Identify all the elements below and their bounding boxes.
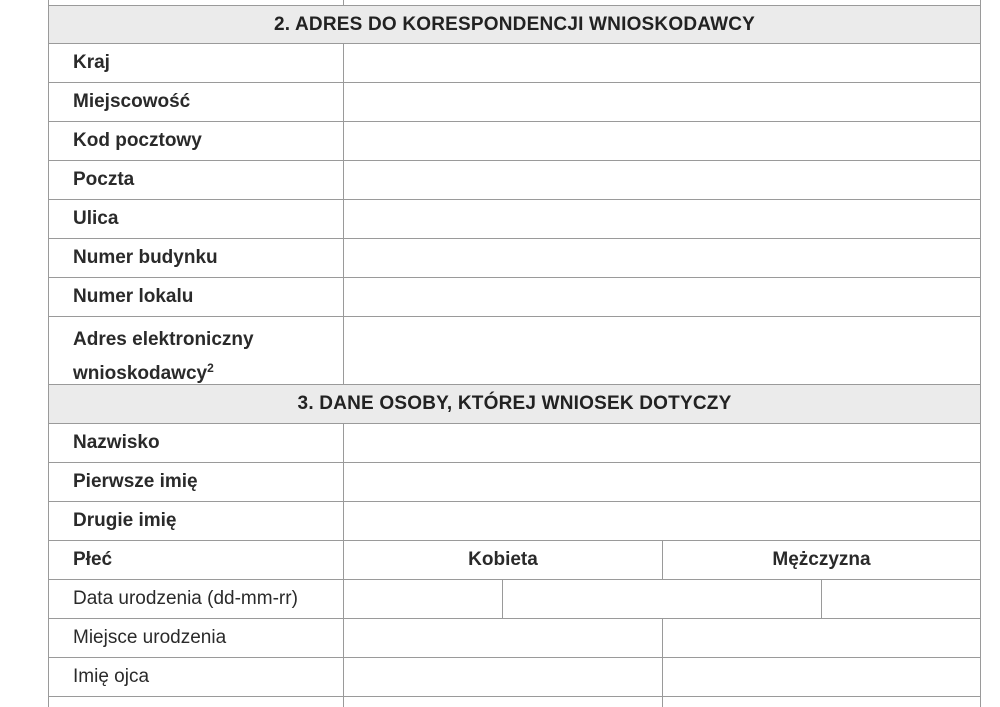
email-label-line2: wnioskodawcy$^2$ bbox=[73, 361, 214, 384]
field-label: Poczta bbox=[48, 161, 344, 200]
field-row-email bbox=[48, 317, 981, 385]
field-label-email bbox=[48, 317, 344, 385]
field-row-building-number bbox=[48, 239, 981, 278]
email-label-line1: Adres elektroniczny bbox=[73, 329, 254, 350]
birth-year-input[interactable] bbox=[821, 580, 981, 619]
field-row-apartment-number bbox=[48, 278, 981, 317]
sex-option-male[interactable]: Mężczyzna bbox=[662, 541, 981, 580]
section-3-title: 3. DANE OSOBY, KTÓREJ WNIOSEK DOTYCZY bbox=[297, 393, 732, 414]
field-label: Data urodzenia (dd-mm-rr) bbox=[48, 580, 344, 619]
field-label: Miejscowość bbox=[48, 83, 344, 122]
city-input[interactable] bbox=[343, 83, 981, 122]
email-input[interactable] bbox=[343, 317, 981, 385]
field-row-surname bbox=[48, 424, 981, 463]
postal-code-input[interactable] bbox=[343, 122, 981, 161]
sex-option-female[interactable]: Kobieta bbox=[343, 541, 663, 580]
field-label: Kraj bbox=[48, 44, 344, 83]
birth-month-input[interactable] bbox=[502, 580, 822, 619]
field-label: Imię ojca bbox=[48, 658, 344, 697]
field-row-second-name bbox=[48, 502, 981, 541]
second-name-input[interactable] bbox=[343, 502, 981, 541]
field-label: Numer lokalu bbox=[48, 278, 344, 317]
post-office-input[interactable] bbox=[343, 161, 981, 200]
apartment-number-input[interactable] bbox=[343, 278, 981, 317]
section-3-header bbox=[48, 384, 981, 424]
section-2-header bbox=[48, 5, 981, 44]
field-label: Ulica bbox=[48, 200, 344, 239]
building-number-input[interactable] bbox=[343, 239, 981, 278]
field-label: Numer budynku bbox=[48, 239, 344, 278]
country-input[interactable] bbox=[343, 44, 981, 83]
field-row-post-office bbox=[48, 161, 981, 200]
street-input[interactable] bbox=[343, 200, 981, 239]
next-row-remnant bbox=[48, 697, 981, 707]
field-row-father-name bbox=[48, 658, 981, 697]
footnote-marker: 2 bbox=[207, 361, 214, 375]
field-row-postal-code bbox=[48, 122, 981, 161]
father-name-extra-input[interactable] bbox=[662, 658, 981, 697]
birth-place-input[interactable] bbox=[343, 619, 663, 658]
field-row-street bbox=[48, 200, 981, 239]
field-label: Drugie imię bbox=[48, 502, 344, 541]
birth-place-extra-input[interactable] bbox=[662, 619, 981, 658]
first-name-input[interactable] bbox=[343, 463, 981, 502]
father-name-input[interactable] bbox=[343, 658, 663, 697]
field-row-birth-date bbox=[48, 580, 981, 619]
field-label: Nazwisko bbox=[48, 424, 344, 463]
field-row-sex bbox=[48, 541, 981, 580]
field-row-birth-place bbox=[48, 619, 981, 658]
field-row-first-name bbox=[48, 463, 981, 502]
field-row-country bbox=[48, 44, 981, 83]
field-label: Pierwsze imię bbox=[48, 463, 344, 502]
surname-input[interactable] bbox=[343, 424, 981, 463]
field-label: Kod pocztowy bbox=[48, 122, 344, 161]
field-label: Płeć bbox=[48, 541, 344, 580]
field-row-city bbox=[48, 83, 981, 122]
birth-day-input[interactable] bbox=[343, 580, 503, 619]
section-2-title: 2. ADRES DO KORESPONDENCJI WNIOSKODAWCY bbox=[273, 13, 756, 35]
field-label: Miejsce urodzenia bbox=[48, 619, 344, 658]
